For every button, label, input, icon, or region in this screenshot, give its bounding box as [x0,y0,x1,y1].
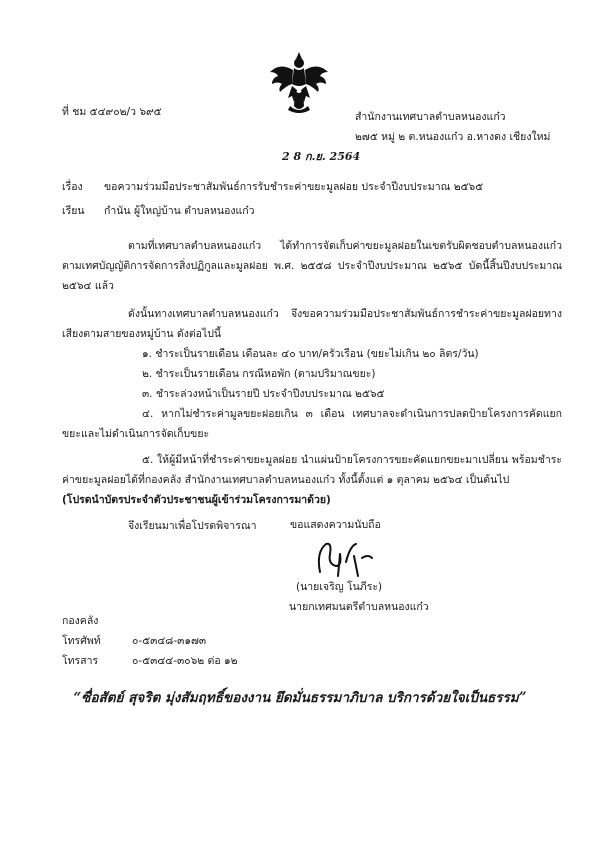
recipient-label: เรียน [62,205,85,217]
signatory-position: นายกเทศมนตรีตำบลหนองแก๋ว [289,601,429,613]
office-name: สำนักงานเทศบาลตำบลหนองแก๋ว [355,111,506,123]
list-item-5: ๕. ให้ผู้มีหน้าที่ชำระค่าขยะมูลฝอย นำแผ่นป้ายโครงการขยะคัดแยกขยะมาเปลี่ยน พร้อมชำระค่าขยะมูลฝอยได้ที่กองคลัง สำนักงานเทศบาลตำบลหนองแก๋ว ทั้งนี้ตั้งแต่ ๑ ตุลาคม ๒๕๖๔ เป็นต้นไป [62,454,562,486]
document-date: 2 8 ก.ย. 2564 [282,150,361,163]
paragraph-intro: ตามที่เทศบาลตำบลหนองแก๋ว ได้ทำการจัดเก็บค่าขยะมูลฝอยในเขตรับผิดชอบตำบลหนองแก๋ว ตามเทศบัญญัติการจัดการสิ่งปฏิกูลและมูลฝอย พ.ศ. ๒๕๕๘ ประจำปีงบประมาณ ๒๕๖๕ บัดนี้สิ้นปีงบประมาณ ๒๕๖๔ แล้ว [62,240,562,292]
department-text: กองคลัง [62,615,99,627]
garuda-emblem [266,50,332,116]
recipient-text: กำนัน ผู้ใหญ่บ้าน ตำบลหนองแก๋ว [104,205,255,217]
id-card-note: (โปรดนำบัตรประจำตัวประชาชนผู้เข้าร่วมโครงการมาด้วย) [62,494,331,506]
handwritten-signature [306,536,386,580]
fax-label: โทรสาร [62,655,99,667]
fax-row [62,652,238,669]
phone-number: ๐-๕๓๔๘-๓๑๗๓ [132,635,207,647]
phone-label: โทรศัพท์ [62,635,101,647]
list-item-3: ๓. ชำระล่วงหน้าเป็นรายปี ประจำปีงบประมาณ ๒๕๖๕ [142,388,385,400]
office-address: ๒๗๕ หมู่ ๒ ต.หนองแก๋ว อ.หางดง เชียงใหม่ [355,131,551,143]
motto-slogan: “ซื่อสัตย์ สุจริต มุ่งสัมฤทธิ์ของงาน ยึดมั่นธรรมาภิบาล บริการด้วยใจเป็นธรรม” [73,690,527,706]
fax-number: ๐-๕๓๔๔-๓๐๖๒ ต่อ ๑๒ [132,655,238,667]
document-number: ที่ ชม ๕๔๙๐๒/ว ๖๙๕ [62,106,162,118]
list-item-4: ๔. หากไม่ชำระค่ามูลขยะฝอยเกิน ๓ เดือน เทศบาลจะดำเนินการปลดป้ายโครงการคัดแยกขยะและไม่ดำเนินการจัดเก็บขยะ [62,408,562,440]
department-label [62,612,98,629]
list-item-1: ๑. ชำระเป็นรายเดือน เดือนละ ๔๐ บาท/ครัวเรือน (ขยะไม่เกิน ๒๐ ลิตร/วัน) [142,348,479,360]
phone-row [62,632,207,649]
subject-text: ขอความร่วมมือประชาสัมพันธ์การรับชำระค่าขยะมูลฝอย ประจำปีงบประมาณ ๒๕๖๕ [104,181,484,193]
closing-line: จึงเรียนมาเพื่อโปรดพิจารณา [128,520,257,532]
regards-text: ขอแสดงความนับถือ [290,519,381,531]
letter-body [62,236,562,536]
signatory-name: (นายเจริญ โนภีระ) [296,581,383,593]
paragraph-request: ดังนั้นทางเทศบาลตำบลหนองแก๋ว จึงขอความร่วมมือประชาสัมพันธ์การชำระค่าขยะมูลฝอยทางเสียงตามสายของหมู่บ้าน ดังต่อไปนี้ [62,308,562,340]
subject-label: เรื่อง [62,181,83,193]
list-item-2: ๒. ชำระเป็นรายเดือน กรณีหอพัก (ตามปริมาณขยะ) [142,368,376,380]
